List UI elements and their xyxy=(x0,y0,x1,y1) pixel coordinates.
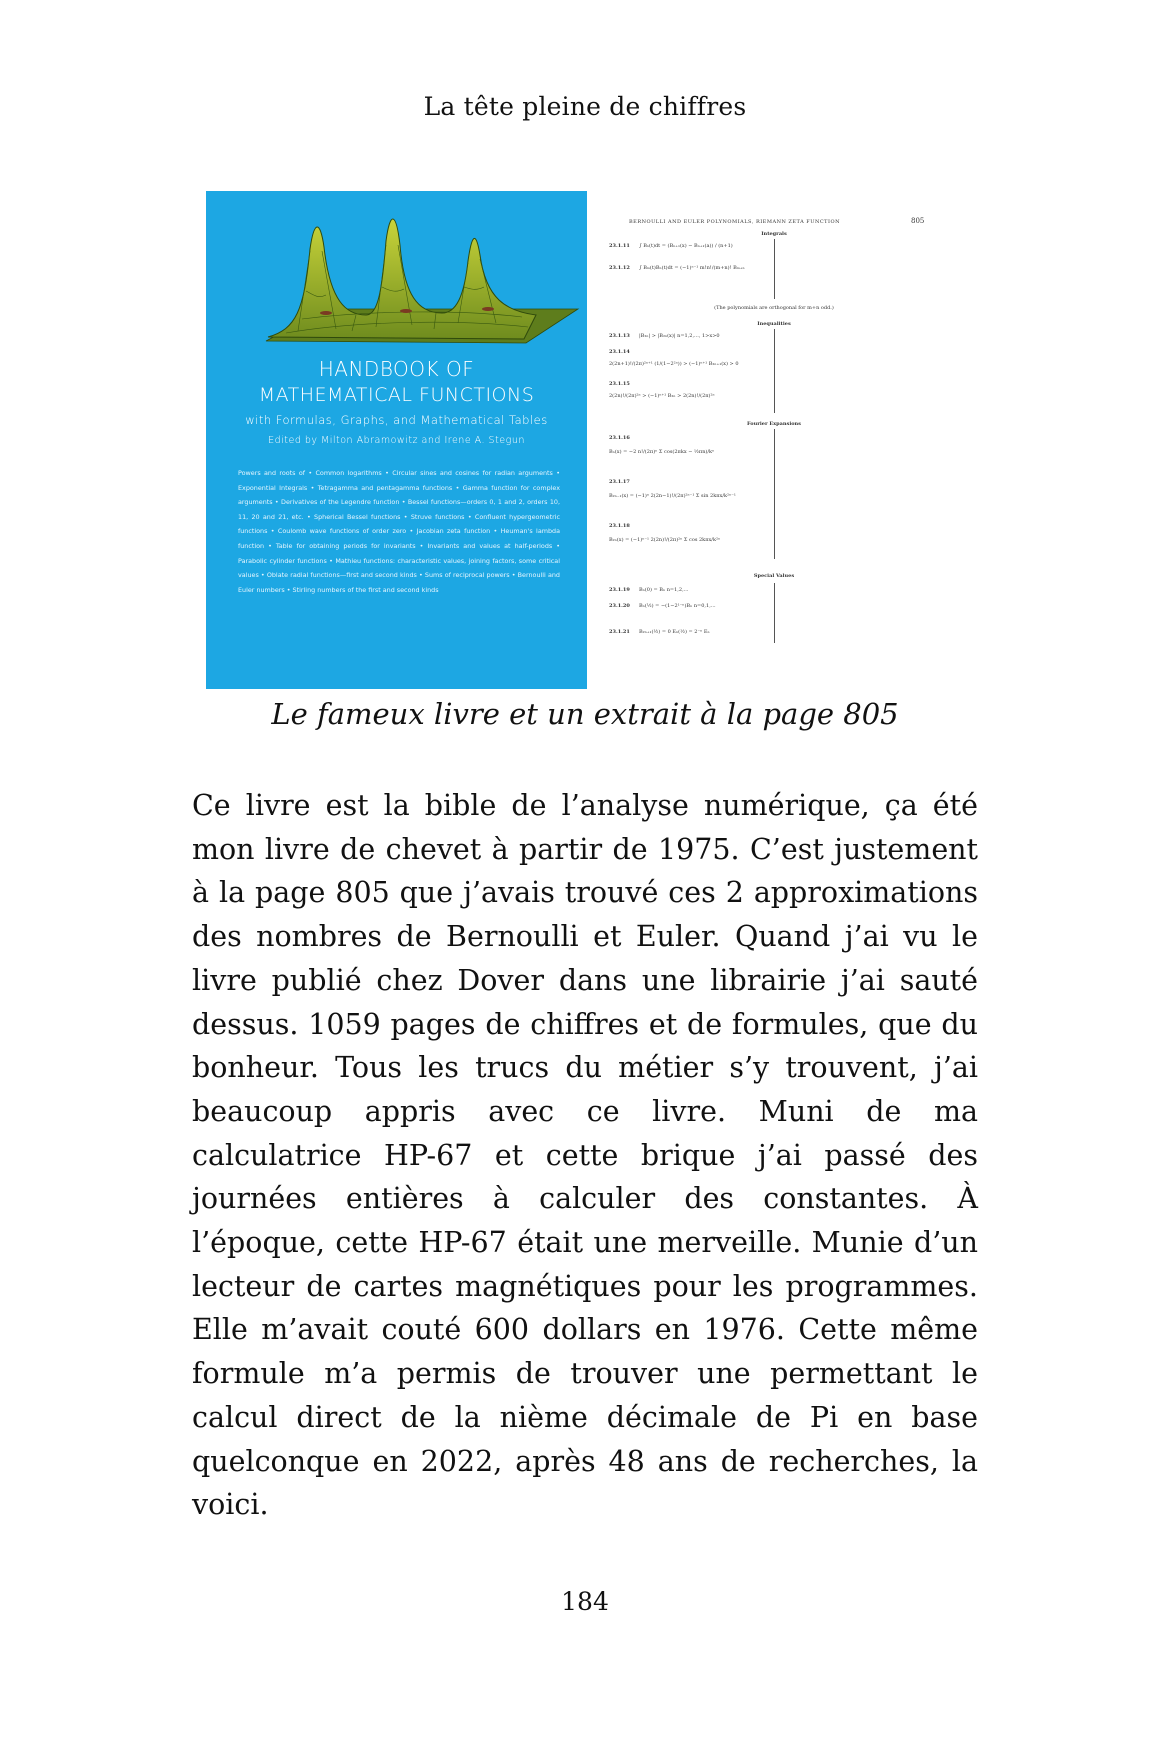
page-805-excerpt-image xyxy=(599,209,949,679)
excerpt-eq-text: ∫ Bₙ(t)dt = (Bₙ₊₁(x) − Bₙ₊₁(a)) / (n+1) xyxy=(639,243,733,249)
excerpt-column-rule xyxy=(774,429,775,559)
excerpt-eq-text: B₂ₙ₋₁(x) = (−1)ⁿ 2(2n−1)!/(2π)²ⁿ⁻¹ Σ sin 2kπx/k²ⁿ⁻¹ xyxy=(609,493,736,499)
excerpt-eq-number: 23.1.11 xyxy=(609,243,630,249)
excerpt-eq-number: 23.1.14 xyxy=(609,349,630,355)
excerpt-eq-text: Bₙ(½) = −(1−2¹⁻ⁿ)Bₙ n=0,1,... xyxy=(639,603,716,609)
excerpt-eq-text: ∫ Bₘ(t)Bₙ(t)dt = (−1)ⁿ⁻¹ m!n!/(m+n)! Bₘ₊ₙ xyxy=(639,265,745,271)
book-cover-image xyxy=(206,191,587,689)
excerpt-eq-text: Bₙ(x) = −2 n!/(2π)ⁿ Σ cos(2πkx − ½πn)/kⁿ xyxy=(609,449,715,455)
excerpt-eq-number: 23.1.19 xyxy=(609,587,630,593)
excerpt-section-integrals: Integrals xyxy=(761,231,787,237)
excerpt-column-rule xyxy=(774,239,775,299)
excerpt-eq-text: B₂ₙ(x) = (−1)ⁿ⁻¹ 2(2n)!/(2π)²ⁿ Σ cos 2kπx/k²ⁿ xyxy=(609,537,721,543)
running-title: La tête pleine de chiffres xyxy=(423,92,747,121)
excerpt-orthogonal-note: (The polynomials are orthogonal for m+n odd.) xyxy=(714,305,834,311)
page-number: 184 xyxy=(561,1587,609,1616)
excerpt-section-fourier: Fourier Expansions xyxy=(747,421,801,427)
figure-caption: Le fameux livre et un extrait à la page 805 xyxy=(271,697,899,731)
body-paragraph xyxy=(192,784,978,1527)
excerpt-eq-number: 23.1.20 xyxy=(609,603,630,609)
excerpt-eq-number: 23.1.18 xyxy=(609,523,630,529)
excerpt-page-number: 805 xyxy=(911,217,925,225)
excerpt-eq-number: 23.1.16 xyxy=(609,435,630,441)
excerpt-eq-number: 23.1.17 xyxy=(609,479,630,485)
excerpt-eq-number: 23.1.13 xyxy=(609,333,630,339)
excerpt-eq-text: |B₂ₙ| > |B₂ₙ(x)| n=1,2,..., 1>x>0 xyxy=(639,333,720,339)
cover-editors: Edited by Milton Abramowitz and Irene A. Stegun xyxy=(268,435,525,446)
excerpt-eq-number: 23.1.12 xyxy=(609,265,630,271)
cover-title-line2: MATHEMATICAL FUNCTIONS xyxy=(258,384,535,406)
excerpt-section-inequalities: Inequalities xyxy=(757,321,791,327)
surface-plot-illustration xyxy=(206,191,587,351)
excerpt-eq-number: 23.1.15 xyxy=(609,381,630,387)
cover-subtitle: with Formulas, Graphs, and Mathematical Tables xyxy=(245,413,548,427)
excerpt-running-head: BERNOULLI AND EULER POLYNOMIALS, RIEMANN ZETA FUNCTION xyxy=(629,219,840,225)
excerpt-section-special-values: Special Values xyxy=(753,573,795,579)
excerpt-eq-text: 2(2n)!/(2π)²ⁿ > (−1)ⁿ⁺¹ B₂ₙ > 2(2n)!/(2π)²ⁿ xyxy=(609,393,715,399)
cover-topics-list: Powers and roots of • Common logarithms • Circular sines and cosines for radian arguments • Exponential Integrals • Tetragamma and pentagamma functions • Gamma function for complex arguments • Derivatives of the Legendre function • Bessel functions—orders 0, 1 and 2, orders 10, 11, 20 and 21, etc. • Spherical Bessel functions • Struve functions • Confluent hypergeometric functions • Coulomb wave functions of order zero • Jacobian zeta function • Heuman's lambda function • Table for obtaining periods for invariants • Invariants and values at half-periods • Parabolic cylinder functions • Mathieu functions: characteristic values, joining factors, some critical values • Oblate radial functions—first and second kinds • Sums of reciprocal powers • Bernoulli and Euler numbers • Stirling numbers of the first and second kinds xyxy=(238,469,560,594)
excerpt-column-rule xyxy=(774,583,775,643)
excerpt-eq-text: Bₙ(0) = Bₙ n=1,2,... xyxy=(639,587,689,593)
cover-title-line1: HANDBOOK OF xyxy=(318,357,475,381)
excerpt-eq-text: B₂ₙ₊₁(½) = 0 Eₙ(½) = 2⁻ⁿ Eₙ xyxy=(639,629,710,635)
excerpt-column-rule xyxy=(774,329,775,413)
excerpt-eq-number: 23.1.21 xyxy=(609,629,630,635)
paragraph-text: Ce livre est la bible de l’analyse numérique, ça été mon livre de chevet à partir de 1975. C’est justement à la page 805 que j’avais trouvé ces 2 approximations des nombres de Bernoulli et Euler. Quand j’ai vu le livre publié chez Dover dans une librairie j’ai sauté dessus. 1059 pages de chiffres et de formules, que du bonheur. Tous les trucs du métier s’y trouvent, j’ai beaucoup appris avec ce livre. Muni de ma calculatrice HP-67 et cette brique j’ai passé des journées entières à calculer des constantes. À l’époque, cette HP-67 était une merveille. Munie d’un lecteur de cartes magnétiques pour les programmes. Elle m’avait couté 600 dollars en 1976. Cette même formule m’a permis de trouver une permettant le calcul direct de la nième décimale de Pi en base quelconque en 2022, après 48 ans de recherches, la voici. xyxy=(192,789,978,1522)
excerpt-eq-text: 2(2n+1)!/(2π)²ⁿ⁺¹ (1/(1−2²ⁿ)) > (−1)ⁿ⁺¹ B₂ₙ₊₁(x) > 0 xyxy=(609,361,739,367)
